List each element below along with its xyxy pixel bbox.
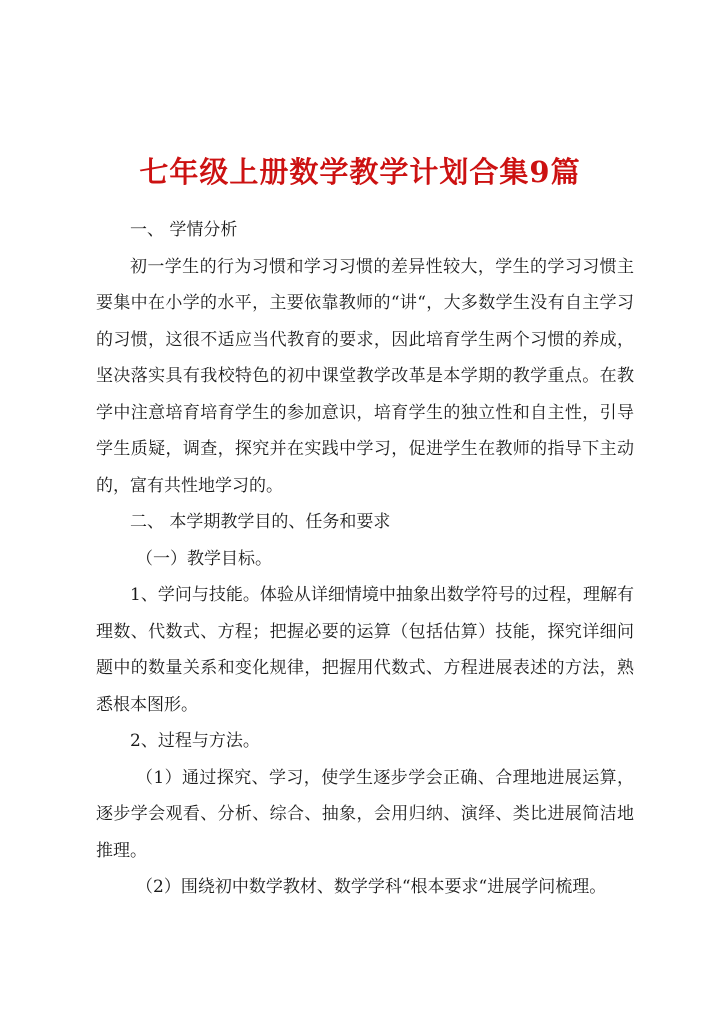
paragraph: 初一学生的行为习惯和学习习惯的差异性较大，学生的学习习惯主要集中在小学的水平，主要依靠教师的“讲“，大多数学生没有自主学习的习惯，这很不适应当代教育的要求，因此培育学生两个习惯的养成，坚决落实具有我校特色的初中课堂教学改革是本学期的教学重点。在教学中注意培育培育学生的参加意识，培育学生的独立性和自主性，引导学生质疑，调查，探究并在实践中学习，促进学生在教师的指导下主动的，富有共性地学习的。 <box>96 256 634 496</box>
document-body <box>96 212 634 906</box>
paragraph: （2）围绕初中数学教材、数学学科“根本要求“进展学问梳理。 <box>136 877 607 897</box>
document-title: 七年级上册数学教学计划合集9篇 <box>139 155 581 189</box>
paragraph: 1、学问与技能。体验从详细情境中抽象出数学符号的过程，理解有理数、代数式、方程；把握必要的运算（包括估算）技能，探究详细问题中的数量关系和变化规律，把握用代数式、方程进展表述的方法，熟悉根本图形。 <box>96 585 634 715</box>
section-heading: 一、 学情分析 <box>130 220 238 240</box>
paragraph: （1）通过探究、学习，使学生逐步学会正确、合理地进展运算，逐步学会观看、分析、综合、抽象，会用归纳、演绎、类比进展简洁地推理。 <box>96 767 634 861</box>
section-heading: 二、 本学期教学目的、任务和要求 <box>130 512 391 532</box>
subsection-heading: （一）教学目标。 <box>136 548 272 569</box>
paragraph: 2、过程与方法。 <box>130 731 260 751</box>
